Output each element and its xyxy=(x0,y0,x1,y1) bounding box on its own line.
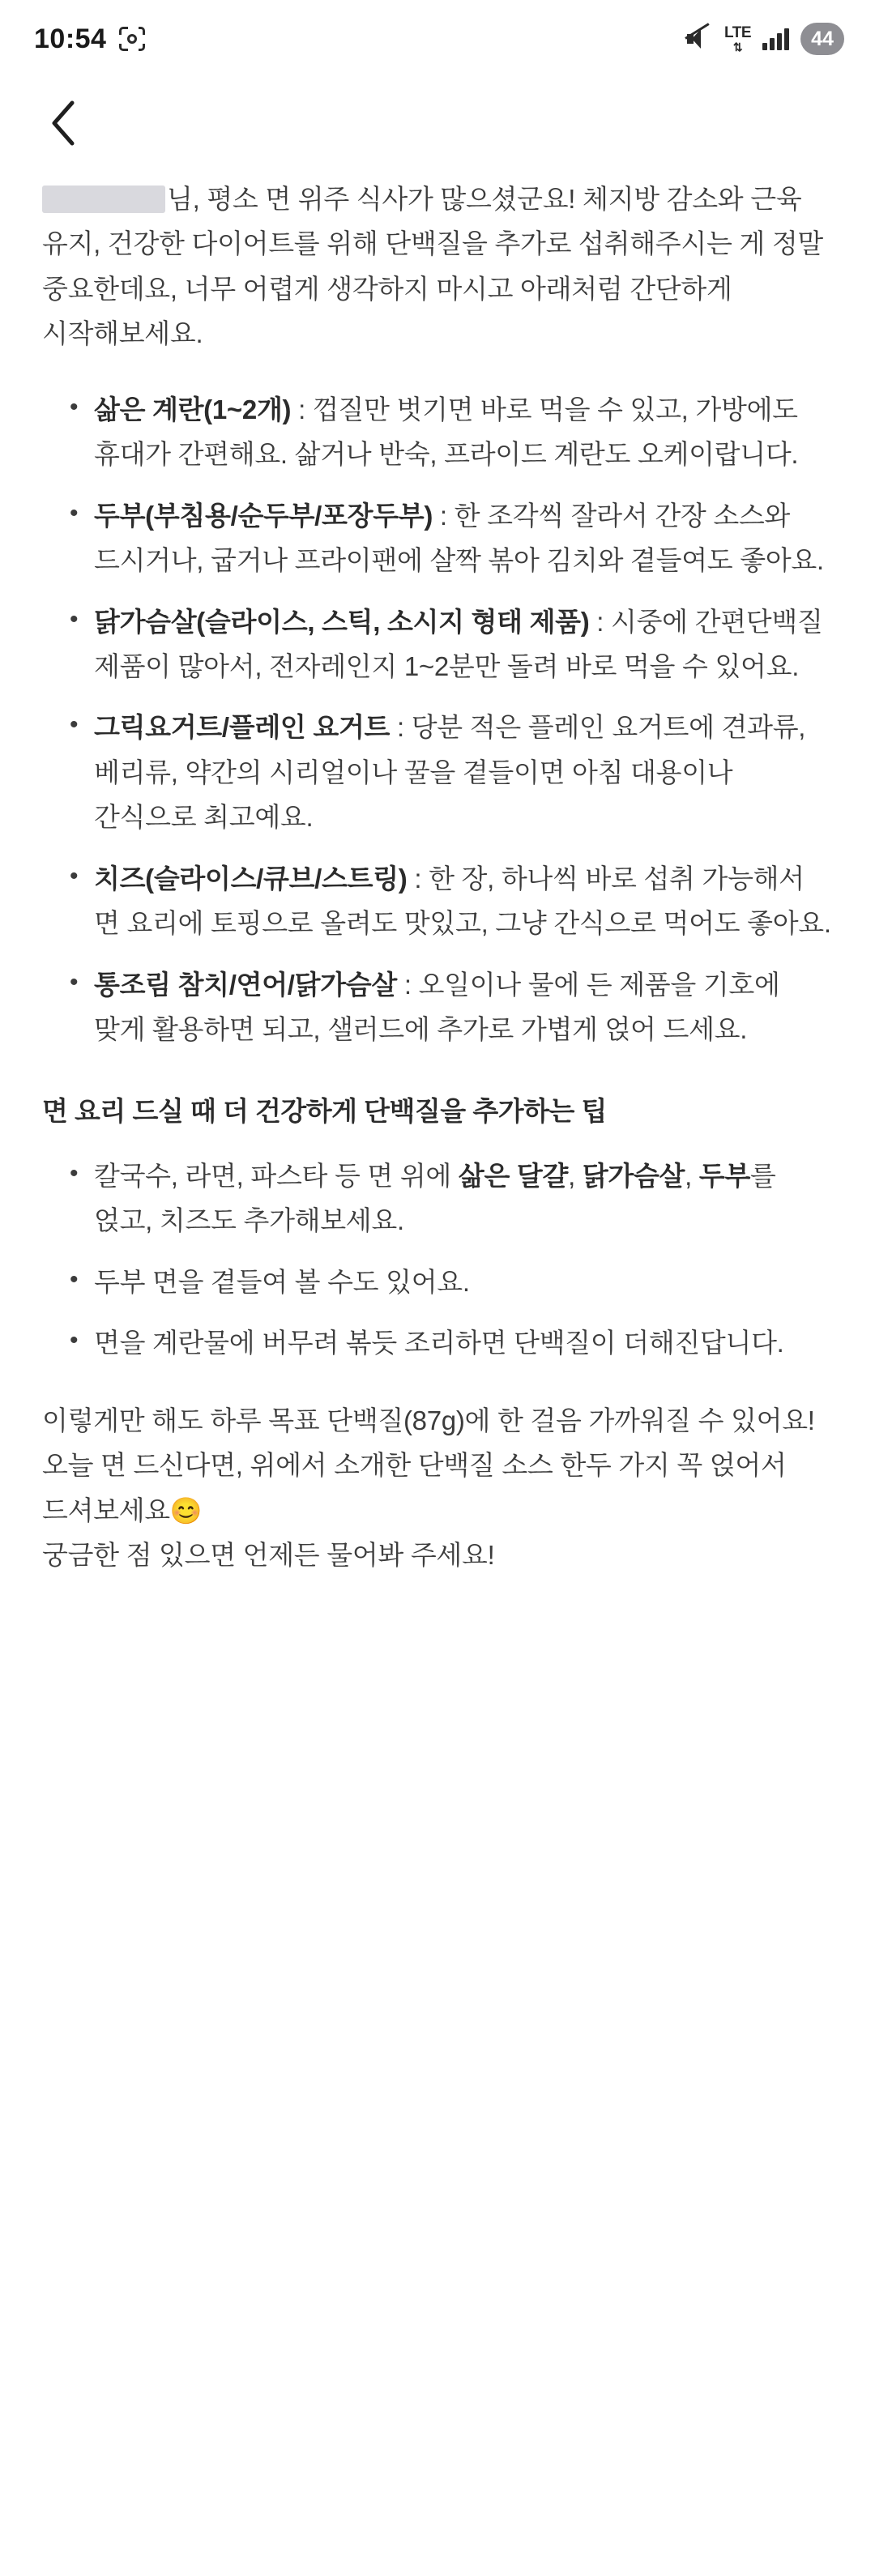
smiling-face-emoji: 😊 xyxy=(169,1495,203,1525)
status-time: 10:54 xyxy=(34,23,107,54)
tip-bold: 삶은 달걀 xyxy=(458,1160,569,1191)
list-item xyxy=(94,1260,833,1304)
tip-text: 면을 계란물에 버무려 볶듯 조리하면 단백질이 더해진답니다. xyxy=(94,1328,784,1358)
chevron-left-icon xyxy=(49,100,77,147)
nav-bar xyxy=(0,78,875,168)
volume-mute-icon xyxy=(685,27,713,51)
list-item xyxy=(94,493,833,583)
list-item-title: 두부(부침용/순두부/포장두부) xyxy=(94,500,433,531)
list-item-title: 그릭요거트/플레인 요거트 xyxy=(94,712,391,743)
list-item-body: : 당분 적은 플레인 요거트에 견과류, 베리류, 약간의 시리얼이나 꿀을 곁들이면 아침 대용이나 간식으로 최고예요. xyxy=(94,712,806,833)
outro-paragraph xyxy=(42,1398,833,1578)
tips-list xyxy=(42,1154,833,1366)
signal-bars-icon xyxy=(762,28,789,50)
status-bar-left xyxy=(34,23,145,55)
list-item xyxy=(94,1154,833,1243)
list-item-title: 삶은 계란(1~2개) xyxy=(94,394,292,424)
list-item-title: 닭가슴살(슬라이스, 스틱, 소시지 형태 제품) xyxy=(94,606,590,637)
tip-text: , xyxy=(685,1160,699,1191)
redacted-name-block xyxy=(42,186,165,213)
tip-text: 두부 면을 곁들여 볼 수도 있어요. xyxy=(94,1266,470,1297)
list-item-body: : 한 장, 하나씩 바로 섭취 가능해서 면 요리에 토핑으로 올려도 맛있고, 그냥 간식으로 먹어도 좋아요. xyxy=(94,863,831,939)
list-item xyxy=(94,1320,833,1365)
status-bar xyxy=(0,0,875,78)
section-heading: 면 요리 드실 때 더 건강하게 단백질을 추가하는 팁 xyxy=(42,1096,607,1127)
list-item xyxy=(94,387,833,477)
tip-text: , xyxy=(568,1160,583,1191)
tip-bold: 두부 xyxy=(698,1160,751,1191)
list-item-body: : 오일이나 물에 든 제품을 기호에 맞게 활용하면 되고, 샐러드에 추가로 가볍게 얹어 드세요. xyxy=(94,969,780,1044)
back-button[interactable] xyxy=(39,99,88,147)
intro-text: 님, 평소 면 위주 식사가 많으셨군요! 체지방 감소와 근육 유지, 건강한 다이어트를 위해 단백질을 추가로 섭취해주시는 게 정말 중요한데요, 너무 어렵게 생각하지 마시고 아래처럼 간단하게 시작해보세요. xyxy=(42,184,824,349)
list-item-title: 치즈(슬라이스/큐브/스트링) xyxy=(94,863,408,893)
status-bar-right xyxy=(685,23,844,55)
list-item-title: 통조림 참치/연어/닭가슴살 xyxy=(94,969,397,1000)
protein-food-list xyxy=(42,387,833,1052)
list-item-body: : 껍질만 벗기면 바로 먹을 수 있고, 가방에도 휴대가 간편해요. 삶거나 반숙, 프라이드 계란도 오케이랍니다. xyxy=(94,394,799,470)
outro-text-1: 이렇게만 해도 하루 목표 단백질(87g)에 한 걸음 가까워질 수 있어요! 오늘 면 드신다면, 위에서 소개한 단백질 소스 한두 가지 꼭 얹어서 드셔보세요 xyxy=(42,1405,815,1525)
list-item-body: : 한 조각씩 잘라서 간장 소스와 드시거나, 굽거나 프라이팬에 살짝 볶아 김치와 곁들여도 좋아요. xyxy=(94,500,824,576)
tip-text: 를 얹고, 치즈도 추가해보세요. xyxy=(94,1160,776,1236)
outro-text-2: 궁금한 점 있으면 언제든 물어봐 주세요! xyxy=(42,1540,495,1571)
screenshot-icon[interactable] xyxy=(119,27,145,51)
list-item-body: : 시중에 간편단백질 제품이 많아서, 전자레인지 1~2분만 돌려 바로 먹을 수 있어요. xyxy=(94,606,823,681)
intro-paragraph xyxy=(42,177,833,356)
list-item xyxy=(94,599,833,689)
list-item xyxy=(94,705,833,839)
tip-bold: 닭가슴살 xyxy=(582,1160,685,1191)
network-arrows-icon: ⇅ xyxy=(732,41,743,53)
tip-text: 칼국수, 라면, 파스타 등 면 위에 xyxy=(94,1160,459,1191)
network-type-label: LTE ⇅ xyxy=(724,24,751,53)
list-item xyxy=(94,856,833,946)
list-item xyxy=(94,962,833,1052)
message-content xyxy=(0,168,875,1578)
battery-indicator: 44 xyxy=(800,23,844,55)
